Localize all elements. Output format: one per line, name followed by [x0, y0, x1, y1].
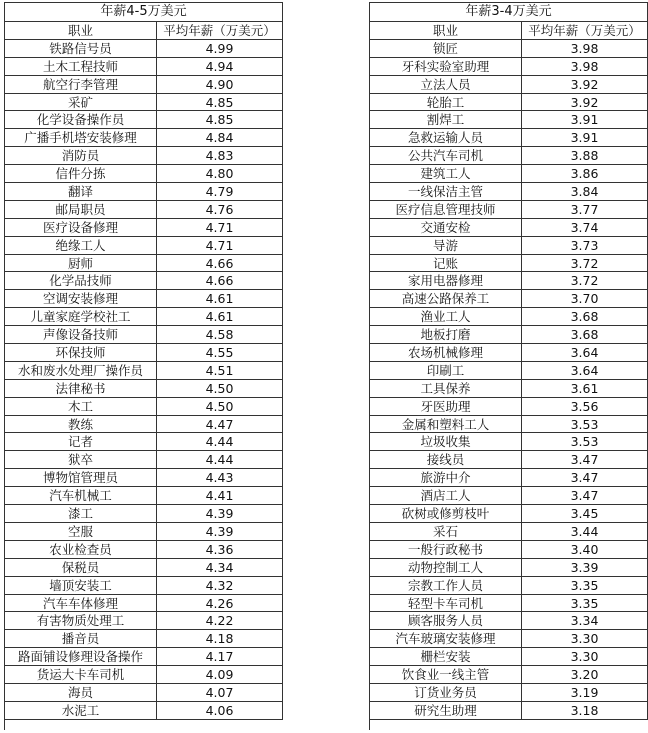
occupation-cell: 航空行李管理	[5, 76, 157, 94]
table-row	[370, 201, 648, 219]
table-row	[370, 416, 648, 434]
occupation-cell: 信件分拣	[5, 165, 157, 183]
occupation-cell: 记者	[5, 433, 157, 451]
occupation-cell: 顾客服务人员	[370, 612, 522, 630]
header-row	[5, 22, 283, 40]
table-row	[370, 183, 648, 201]
salary-cell: 3.64	[522, 362, 648, 380]
occupation-cell: 动物控制工人	[370, 559, 522, 577]
occupation-cell: 绝缘工人	[5, 237, 157, 255]
table-row	[5, 684, 283, 702]
table-row	[5, 666, 283, 684]
table-row	[370, 398, 648, 416]
table-row	[370, 219, 648, 237]
table-row	[370, 559, 648, 577]
occupation-cell: 化学设备操作员	[5, 111, 157, 129]
header-occupation: 职业	[370, 22, 522, 40]
occupation-cell: 汽车车体修理	[5, 595, 157, 613]
salary-cell: 4.39	[157, 523, 283, 541]
salary-cell: 4.06	[157, 702, 283, 720]
occupation-cell: 医疗设备修理	[5, 219, 157, 237]
occupation-cell: 铁路信号员	[5, 40, 157, 58]
salary-cell: 4.32	[157, 577, 283, 595]
spreadsheet	[4, 2, 644, 730]
salary-cell: 3.72	[522, 255, 648, 273]
table-row	[5, 165, 283, 183]
table-row	[370, 648, 648, 666]
occupation-cell: 土木工程技师	[5, 58, 157, 76]
occupation-cell: 农业检查员	[5, 541, 157, 559]
occupation-cell: 海员	[5, 684, 157, 702]
table-row	[5, 183, 283, 201]
header-occupation: 职业	[5, 22, 157, 40]
table-row	[5, 559, 283, 577]
table-row	[370, 308, 648, 326]
salary-cell: 3.35	[522, 595, 648, 613]
occupation-cell: 有害物质处理工	[5, 612, 157, 630]
salary-cell: 4.39	[157, 505, 283, 523]
occupation-cell: 厨师	[5, 255, 157, 273]
salary-cell: 3.92	[522, 76, 648, 94]
table-row	[5, 595, 283, 613]
occupation-cell: 订货业务员	[370, 684, 522, 702]
salary-cell: 3.53	[522, 416, 648, 434]
salary-cell: 3.68	[522, 308, 648, 326]
occupation-cell: 路面铺设修理设备操作	[5, 648, 157, 666]
occupation-cell: 化学品技师	[5, 272, 157, 290]
occupation-cell: 渔业工人	[370, 308, 522, 326]
occupation-cell: 一般行政秘书	[370, 541, 522, 559]
table-row	[5, 76, 283, 94]
table-row	[5, 272, 283, 290]
salary-cell: 3.19	[522, 684, 648, 702]
header-salary: 平均年薪（万美元）	[157, 22, 283, 40]
table-row	[370, 344, 648, 362]
salary-cell: 3.68	[522, 326, 648, 344]
table-row	[5, 237, 283, 255]
salary-cell: 3.72	[522, 272, 648, 290]
occupation-cell: 法律秘书	[5, 380, 157, 398]
table-row	[370, 147, 648, 165]
table-row	[5, 702, 283, 720]
occupation-cell: 急救运输人员	[370, 129, 522, 147]
salary-cell: 4.41	[157, 487, 283, 505]
table-row	[5, 129, 283, 147]
salary-cell: 4.50	[157, 380, 283, 398]
salary-cell: 4.83	[157, 147, 283, 165]
table-row	[5, 505, 283, 523]
salary-cell: 4.61	[157, 290, 283, 308]
occupation-cell: 饮食业一线主管	[370, 666, 522, 684]
table-row	[370, 237, 648, 255]
occupation-cell: 儿童家庭学校社工	[5, 308, 157, 326]
salary-cell: 3.39	[522, 559, 648, 577]
occupation-cell: 公共汽车司机	[370, 147, 522, 165]
table-row	[370, 433, 648, 451]
salary-cell: 4.07	[157, 684, 283, 702]
salary-cell: 4.50	[157, 398, 283, 416]
table-row	[370, 94, 648, 112]
table-row	[5, 469, 283, 487]
table-row	[370, 612, 648, 630]
table-row	[370, 577, 648, 595]
table-row	[370, 58, 648, 76]
table-row	[370, 487, 648, 505]
table-title: 年薪3-4万美元	[370, 3, 648, 22]
salary-cell: 4.22	[157, 612, 283, 630]
salary-cell: 3.34	[522, 612, 648, 630]
occupation-cell: 轮胎工	[370, 94, 522, 112]
salary-cell: 3.47	[522, 469, 648, 487]
salary-cell: 3.91	[522, 129, 648, 147]
occupation-cell: 砍树或修剪枝叶	[370, 505, 522, 523]
table-row	[5, 362, 283, 380]
table-row	[370, 165, 648, 183]
salary-cell: 4.43	[157, 469, 283, 487]
salary-cell: 4.17	[157, 648, 283, 666]
salary-cell: 4.99	[157, 40, 283, 58]
salary-cell: 3.86	[522, 165, 648, 183]
occupation-cell: 汽车机械工	[5, 487, 157, 505]
table-row	[370, 702, 648, 720]
occupation-cell: 接线员	[370, 451, 522, 469]
salary-cell: 4.44	[157, 451, 283, 469]
occupation-cell: 水泥工	[5, 702, 157, 720]
occupation-cell: 空调安装修理	[5, 290, 157, 308]
occupation-cell: 空服	[5, 523, 157, 541]
occupation-cell: 建筑工人	[370, 165, 522, 183]
salary-cell: 3.64	[522, 344, 648, 362]
table-row	[5, 416, 283, 434]
salary-cell: 3.88	[522, 147, 648, 165]
table-row	[5, 290, 283, 308]
occupation-cell: 宗教工作人员	[370, 577, 522, 595]
occupation-cell: 木工	[5, 398, 157, 416]
occupation-cell: 一线保洁主管	[370, 183, 522, 201]
table-row	[370, 684, 648, 702]
salary-cell: 4.71	[157, 219, 283, 237]
salary-table-3-4	[369, 2, 648, 730]
header-row	[370, 22, 648, 40]
table-row	[370, 451, 648, 469]
occupation-cell: 农场机械修理	[370, 344, 522, 362]
occupation-cell: 采矿	[5, 94, 157, 112]
salary-cell: 3.91	[522, 111, 648, 129]
salary-cell: 3.35	[522, 577, 648, 595]
salary-cell: 3.47	[522, 451, 648, 469]
salary-cell: 3.73	[522, 237, 648, 255]
occupation-cell: 锁匠	[370, 40, 522, 58]
occupation-cell: 轻型卡车司机	[370, 595, 522, 613]
occupation-cell: 保税员	[5, 559, 157, 577]
table-title: 年薪4-5万美元	[5, 3, 283, 22]
occupation-cell: 酒店工人	[370, 487, 522, 505]
occupation-cell: 高速公路保养工	[370, 290, 522, 308]
table-row	[5, 577, 283, 595]
salary-cell: 4.61	[157, 308, 283, 326]
occupation-cell: 采石	[370, 523, 522, 541]
occupation-cell: 牙科实验室助理	[370, 58, 522, 76]
table-row	[370, 362, 648, 380]
salary-table-4-5	[4, 2, 283, 730]
salary-cell: 3.45	[522, 505, 648, 523]
table-row	[5, 648, 283, 666]
salary-cell: 3.18	[522, 702, 648, 720]
salary-cell: 4.51	[157, 362, 283, 380]
occupation-cell: 旅游中介	[370, 469, 522, 487]
salary-cell: 3.61	[522, 380, 648, 398]
table-row	[5, 523, 283, 541]
occupation-cell: 汽车玻璃安装修理	[370, 630, 522, 648]
table-row	[5, 612, 283, 630]
occupation-cell: 记账	[370, 255, 522, 273]
table-row	[370, 290, 648, 308]
occupation-cell: 狱卒	[5, 451, 157, 469]
occupation-cell: 金属和塑料工人	[370, 416, 522, 434]
occupation-cell: 研究生助理	[370, 702, 522, 720]
table-row	[370, 505, 648, 523]
salary-cell: 4.79	[157, 183, 283, 201]
salary-cell: 4.84	[157, 129, 283, 147]
salary-cell: 4.34	[157, 559, 283, 577]
occupation-cell: 消防员	[5, 147, 157, 165]
table-row	[370, 76, 648, 94]
occupation-cell: 漆工	[5, 505, 157, 523]
occupation-cell: 印刷工	[370, 362, 522, 380]
table-row	[5, 380, 283, 398]
salary-cell: 4.36	[157, 541, 283, 559]
table-row	[5, 630, 283, 648]
occupation-cell: 教练	[5, 416, 157, 434]
salary-cell: 4.94	[157, 58, 283, 76]
header-salary: 平均年薪（万美元）	[522, 22, 648, 40]
table-row	[370, 255, 648, 273]
occupation-cell: 货运大卡车司机	[5, 666, 157, 684]
salary-cell: 4.80	[157, 165, 283, 183]
salary-cell: 4.18	[157, 630, 283, 648]
occupation-cell: 地板打磨	[370, 326, 522, 344]
salary-cell: 4.85	[157, 94, 283, 112]
occupation-cell: 墙顶安装工	[5, 577, 157, 595]
occupation-cell: 交通安检	[370, 219, 522, 237]
table-row	[5, 541, 283, 559]
table-row	[370, 666, 648, 684]
salary-cell: 4.76	[157, 201, 283, 219]
salary-cell: 4.66	[157, 255, 283, 273]
table-row	[5, 147, 283, 165]
table-row	[5, 451, 283, 469]
occupation-cell: 立法人员	[370, 76, 522, 94]
table-row	[370, 380, 648, 398]
table-row	[5, 94, 283, 112]
occupation-cell: 家用电器修理	[370, 272, 522, 290]
salary-cell: 3.84	[522, 183, 648, 201]
salary-cell: 3.98	[522, 58, 648, 76]
table-row	[370, 469, 648, 487]
table-row	[5, 255, 283, 273]
occupation-cell: 牙医助理	[370, 398, 522, 416]
occupation-cell: 垃圾收集	[370, 433, 522, 451]
table-row	[370, 595, 648, 613]
salary-cell: 3.30	[522, 648, 648, 666]
table-row	[5, 111, 283, 129]
occupation-cell: 导游	[370, 237, 522, 255]
table-row	[370, 129, 648, 147]
salary-cell: 4.66	[157, 272, 283, 290]
salary-cell: 4.47	[157, 416, 283, 434]
salary-cell: 3.47	[522, 487, 648, 505]
table-row	[5, 58, 283, 76]
salary-cell: 3.20	[522, 666, 648, 684]
salary-cell: 4.55	[157, 344, 283, 362]
table-row	[370, 541, 648, 559]
table-row	[5, 219, 283, 237]
occupation-cell: 水和废水处理厂操作员	[5, 362, 157, 380]
salary-cell: 3.56	[522, 398, 648, 416]
salary-cell: 3.40	[522, 541, 648, 559]
salary-cell: 3.98	[522, 40, 648, 58]
salary-cell: 3.44	[522, 523, 648, 541]
occupation-cell: 邮局职员	[5, 201, 157, 219]
table-row	[370, 326, 648, 344]
table-row	[370, 523, 648, 541]
table-row	[5, 326, 283, 344]
salary-cell: 4.09	[157, 666, 283, 684]
table-row	[370, 272, 648, 290]
salary-cell: 3.77	[522, 201, 648, 219]
salary-cell: 3.30	[522, 630, 648, 648]
occupation-cell: 博物馆管理员	[5, 469, 157, 487]
salary-cell: 3.74	[522, 219, 648, 237]
table-row	[370, 40, 648, 58]
salary-cell: 4.26	[157, 595, 283, 613]
salary-cell: 3.53	[522, 433, 648, 451]
occupation-cell: 广播手机塔安装修理	[5, 129, 157, 147]
salary-cell: 3.92	[522, 94, 648, 112]
occupation-cell: 工具保养	[370, 380, 522, 398]
table-row	[5, 487, 283, 505]
salary-cell: 4.44	[157, 433, 283, 451]
salary-cell: 4.85	[157, 111, 283, 129]
occupation-cell: 翻译	[5, 183, 157, 201]
table-row	[370, 111, 648, 129]
table-row	[5, 398, 283, 416]
salary-cell: 4.71	[157, 237, 283, 255]
table-row	[5, 201, 283, 219]
occupation-cell: 割焊工	[370, 111, 522, 129]
table-row	[5, 344, 283, 362]
salary-cell: 4.58	[157, 326, 283, 344]
table-row	[5, 40, 283, 58]
occupation-cell: 声像设备技师	[5, 326, 157, 344]
table-row	[370, 630, 648, 648]
occupation-cell: 环保技师	[5, 344, 157, 362]
occupation-cell: 播音员	[5, 630, 157, 648]
table-row	[5, 433, 283, 451]
table-row	[5, 308, 283, 326]
salary-cell: 4.90	[157, 76, 283, 94]
salary-cell: 3.70	[522, 290, 648, 308]
occupation-cell: 栅栏安装	[370, 648, 522, 666]
occupation-cell: 医疗信息管理技师	[370, 201, 522, 219]
